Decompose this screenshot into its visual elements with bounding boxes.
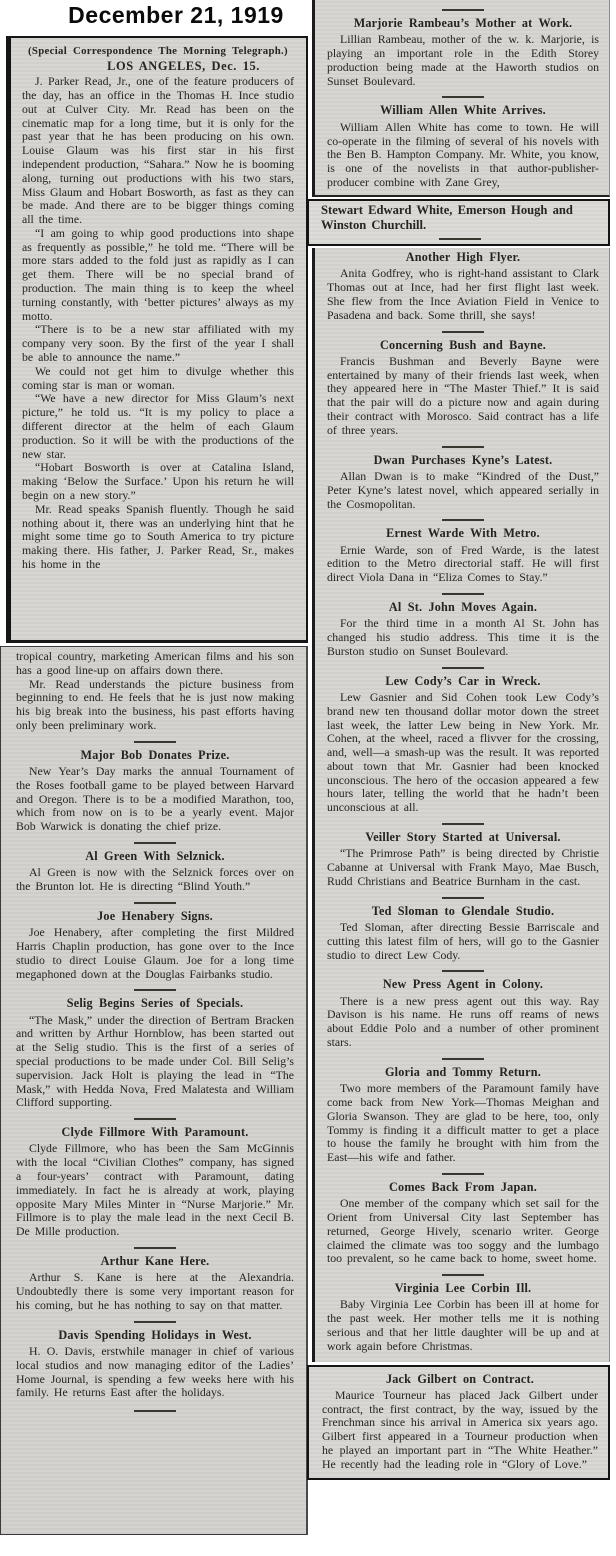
news-section	[327, 446, 599, 512]
section-heading: Concerning Bush and Bayne.	[380, 337, 546, 352]
article-paragraph: Mr. Read understands the picture business from beginning to end. He feels that he is just now making his big break into the business, his past efforts having only been preliminary work.	[16, 676, 294, 732]
news-section	[327, 519, 599, 585]
section-body: Al Green is now with the Selznick forces over on the Brunton lot. He is directing “Blind Youth.”	[16, 865, 294, 894]
section-body: Ted Sloman, after directing Bessie Barriscale and cutting this latest film of hers, will go to the Gasnier studio to direct Lew Cody.	[327, 920, 599, 962]
dateline: LOS ANGELES, Dec. 15.	[107, 58, 260, 73]
section-heading: Al St. John Moves Again.	[388, 599, 538, 614]
news-section	[16, 741, 294, 834]
article-paragraph: “I am going to whip good productions into shape as frequently as possible,” he told me. “There will be more stars added to the fold just as rapidly as I can get them. There will be no special brand of production. The main thing is to keep the wheel turning constantly, with ‘better pictures’ always as my motto.	[22, 225, 294, 323]
section-heading: Selig Begins Series of Specials.	[66, 996, 244, 1011]
section-heading: Davis Spending Holidays in West.	[58, 1327, 252, 1342]
news-section	[16, 989, 294, 1110]
article-paragraph: Mr. Read speaks Spanish fluently. Though he said nothing about it, there was an underlying hint that he might some time go to South America to try picture making there. His father, J. Parker Read, Sr., makes his home in the	[22, 501, 294, 572]
article-paragraph-continuation: tropical country, marketing American films and his son has a good line-up on affairs down there.	[16, 649, 294, 677]
section-heading: Marjorie Rambeau’s Mother at Work.	[353, 16, 573, 30]
news-section	[327, 331, 599, 438]
section-divider	[442, 667, 484, 669]
right-column	[312, 0, 610, 1480]
news-section	[16, 902, 294, 981]
section-heading: Jack Gilbert on Contract.	[385, 1371, 535, 1386]
news-section	[327, 1274, 599, 1353]
news-section	[327, 823, 599, 889]
continuation-strip-text: Stewart Edward White, Emerson Hough and Winston Churchill.	[321, 202, 573, 233]
section-divider	[134, 1321, 176, 1323]
section-heading: Al Green With Selznick.	[85, 849, 225, 864]
section-divider	[134, 902, 176, 904]
section-divider	[134, 1118, 176, 1120]
section-heading: New Press Agent in Colony.	[382, 977, 544, 992]
section-heading: Dwan Purchases Kyne’s Latest.	[373, 452, 553, 467]
news-section	[327, 9, 599, 88]
section-body: Arthur S. Kane is here at the Alexandria. Undoubtedly there is some very important reason for his coming, but he has nothing to say on that matter.	[16, 1270, 294, 1312]
section-heading: Comes Back From Japan.	[389, 1179, 537, 1194]
section-divider	[442, 331, 484, 333]
section-body: Allan Dwan is to make “Kindred of the Dust,” Peter Kyne’s latest novel, which appeared serially in the Cosmopolitan.	[327, 468, 599, 511]
news-section	[327, 593, 599, 659]
clipping-block-right-top	[312, 0, 610, 197]
section-divider	[442, 446, 484, 448]
section-heading: William Allen White Arrives.	[380, 103, 546, 118]
left-column	[6, 36, 308, 1535]
section-body: For the third time in a month Al St. John has changed his studio address. This time it is the Burston studio on Sunset Boulevard.	[327, 616, 599, 658]
section-divider	[134, 1247, 176, 1249]
section-heading: Veiller Story Started at Universal.	[365, 830, 561, 845]
section-divider	[442, 9, 484, 11]
section-body: Francis Bushman and Beverly Bayne were entertained by many of their friends last week, when they appeared here in “The Master Thief.” It is said that the pair will do a picture now and again during their contract with Morosco. Said contract has a life of three years.	[327, 353, 599, 437]
news-section	[16, 842, 294, 894]
news-section	[16, 1247, 294, 1313]
section-body: Baby Virginia Lee Corbin has been ill at home for the past week. Her mother tells me it is nothing serious and that her little daughter will be up and at work again before Christmas.	[327, 1297, 599, 1353]
news-section	[327, 250, 599, 322]
section-divider	[442, 1058, 484, 1060]
news-section	[16, 1118, 294, 1239]
section-body: Maurice Tourneur has placed Jack Gilbert under contract, the first contract, by the way, issued by the Frenchman since his arrival in America six years ago. Gilbert first appeared in a Tourneur production when he played an important part in “The White Heather.” He recently had the leading role in “Glory of Love.”	[322, 1387, 598, 1471]
section-divider	[442, 897, 484, 899]
news-section	[327, 1173, 599, 1266]
section-body: One member of the company which set sail for the Orient from Universal City last September has returned, George Hively, scenario writer. George claimed the climate was too soggy and the lumbago too prevalent, so he came back to home, sweet home.	[327, 1196, 599, 1266]
news-section	[327, 897, 599, 963]
section-body: Lillian Rambeau, mother of the w. k. Marjorie, is playing an important role in the Edith Storey production being made at the Haworth studios on Sunset Boulevard.	[327, 32, 599, 88]
section-body: Clyde Fillmore, who has been the Sam McGinnis with the local “Civilian Clothes” company, has signed a four-years’ contract with Paramount, dating immediately. In fact he is already at work, playing opposite Mary Miles Minter in “Nurse Marjorie.” Mr. Fillmore is to play the male lead in the next Cecil B. De Mille production.	[16, 1141, 294, 1239]
section-divider	[442, 970, 484, 972]
section-heading: Arthur Kane Here.	[100, 1254, 210, 1269]
section-divider	[442, 823, 484, 825]
section-divider	[442, 519, 484, 521]
section-heading: Clyde Fillmore With Paramount.	[61, 1125, 249, 1140]
article-paragraph: J. Parker Read, Jr., one of the feature producers of the day, has an office in the Thomas H. Ince studio out at Culver City. Mr. Read has been on the cinematic map for a long time, but it is only for the past year that he has been producing on his own. Louise Glaum was his first star in his first independent production, “Sahara.” Now he is booming along, turning out productions with his two stars, Miss Glaum and Hobart Bosworth, as fast as they can be made. And there are to be bigger things coming all the time.	[22, 74, 294, 227]
section-heading: Another High Flyer.	[405, 250, 521, 265]
section-body: There is a new press agent out this way. Ray Davison is his name. He runs off reams of news about Eddie Polo and a number of other prominent stars.	[327, 993, 599, 1050]
news-section	[327, 667, 599, 815]
section-body: Anita Godfrey, who is right-hand assistant to Clark Thomas out at Ince, had her first flight last week. She flew from the Ince Aviation Field in Venice to Pasadena and back. Some thrill, she says!	[327, 266, 599, 322]
section-body: Lew Gasnier and Sid Cohen took Lew Cody’s brand new ten thousand dollar motor down the street last week, the latter Lew being in New York. Mr. Cohen, at the wheel, raced a flivver for the crossing, and, well—a smash-up was the result. It was reported about town that Mr. Gasnier had been knocked unconscious. The hero of the occasion appeared a few hours later, telling the world that he hadn’t been unconscious at all.	[327, 689, 599, 815]
section-body: Joe Henabery, after completing the first Mildred Harris Chaplin production, has gone over to the Ince studio to direct Louise Glaum. Joe for a long time megaphoned down at the Douglas Fairbanks studio.	[16, 925, 294, 981]
section-heading: Ted Sloman to Glendale Studio.	[371, 903, 555, 918]
news-section	[327, 96, 599, 189]
clipping-block-right-bottom	[307, 1365, 610, 1480]
news-section	[16, 1321, 294, 1400]
news-section	[327, 970, 599, 1049]
section-body: William Allen White has come to town. He will co-operate in the filming of several of his novels with the Ben B. Hampton Company. Mr. White, you know, is one of the novelists in that author-publisher-producer combine with Zane Grey,	[327, 119, 599, 189]
section-heading: Gloria and Tommy Return.	[384, 1064, 541, 1079]
section-divider	[134, 842, 176, 844]
section-divider	[442, 96, 484, 98]
section-body: “The Mask,” under the direction of Bertram Bracken and written by Arthur Hornblow, has been started out at the Selig studio. This is the first of a series of special productions to be made under Col. Bill Selig’s supervision. Jack Holt is playing the lead in “The Mask,” with Hedda Nova, Fred Malatesta and William Clifford supporting.	[16, 1012, 294, 1110]
section-body: Ernie Warde, son of Fred Warde, is the latest edition to the Metro directorial staff. He will first direct Viola Dana in “Eliza Comes to Stay.”	[327, 542, 599, 585]
section-divider	[134, 1410, 176, 1412]
section-divider	[442, 1173, 484, 1175]
section-divider	[134, 989, 176, 991]
section-body: New Year’s Day marks the annual Tournament of the Roses football game to be played between Harvard and Oregon. There is to be a modified Marathon, too, which from now on is to be a yearly event. Major Bob Warwick is donating the chief prize.	[16, 764, 294, 834]
section-heading: Lew Cody’s Car in Wreck.	[385, 673, 541, 688]
clipping-block-left-bottom	[0, 646, 308, 1535]
article-paragraph: “There is to be a new star affiliated with my company very soon. By the first of the year I shall be able to announce the name.”	[22, 322, 294, 365]
section-divider	[134, 741, 176, 743]
section-body: Two more members of the Paramount family have come back from New York—Thomas Meighan and Gloria Swanson. They are glad to be here, too, only Tommy is finding it a difficult matter to get a place to house the family he brought with him from the East—his wife and father.	[327, 1081, 599, 1165]
section-divider	[439, 238, 481, 240]
news-section	[327, 1058, 599, 1165]
continuation-strip	[307, 199, 610, 246]
section-heading: Joe Henabery Signs.	[97, 908, 213, 923]
section-body: H. O. Davis, erstwhile manager in chief of various local studios and now managing editor of the Ladies’ Home Journal, is spending a few weeks here with his family. He returns East after the holidays.	[16, 1343, 294, 1400]
section-divider	[442, 1274, 484, 1276]
article-paragraph: “Hobart Bosworth is over at Catalina Island, making ‘Below the Surface.’ Upon his return he will begin on a new story.”	[22, 460, 294, 503]
section-heading: Ernest Warde With Metro.	[386, 526, 540, 541]
clipping-block-left-top	[6, 36, 308, 643]
section-heading: Virginia Lee Corbin Ill.	[394, 1281, 532, 1296]
section-heading: Major Bob Donates Prize.	[80, 747, 230, 762]
date-heading: December 21, 1919	[68, 2, 284, 28]
correspondence-line: (Special Correspondence The Morning Telegraph.)	[28, 45, 288, 57]
section-divider	[442, 593, 484, 595]
section-body: “The Primrose Path” is being directed by Christie Cabanne at Universal with Frank Mayo, Mae Busch, Rudd Christians and Beatrice Burnham in the cast.	[327, 846, 599, 888]
clipping-block-right-middle	[312, 248, 610, 1361]
article-paragraph: “We have a new director for Miss Glaum’s next picture,” he told us. “It is my policy to place a different director at the helm of each Glaum production. So it will be with the productions of the new star.	[22, 391, 294, 461]
article-paragraph: We could not get him to divulge whether this coming star is man or woman.	[22, 363, 294, 392]
